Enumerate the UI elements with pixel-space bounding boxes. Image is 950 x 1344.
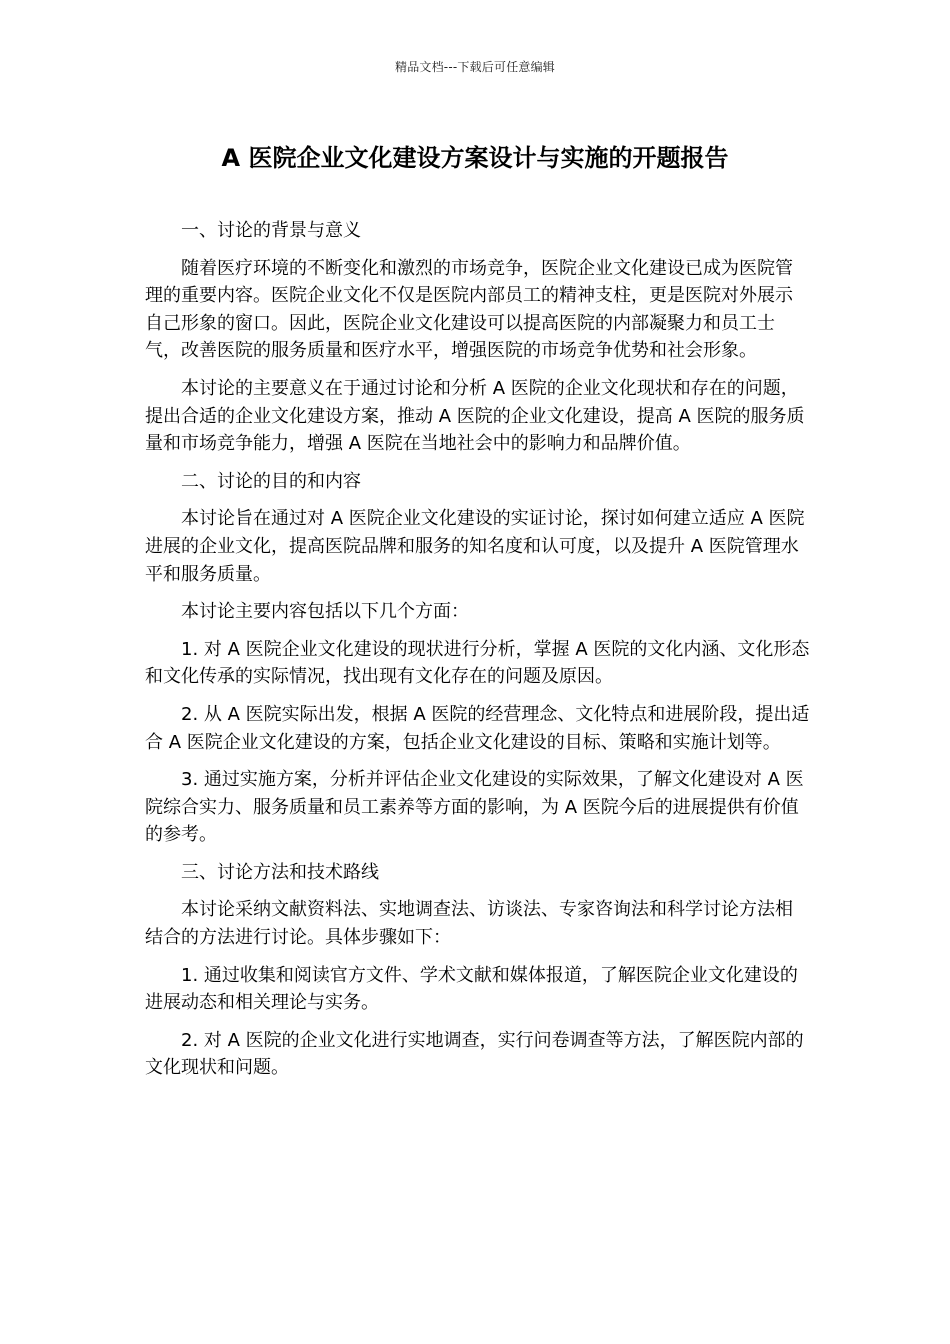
paragraph-methods: 本讨论采纳文献资料法、实地调查法、访谈法、专家咨询法和科学讨论方法相结合的方法进行讨论。具体步骤如下： — [145, 899, 793, 949]
paragraph-significance: 本讨论的主要意义在于通过讨论和分析 A 医院的企业文化现状和存在的问题，提出合适的企业文化建设方案，推动 A 医院的企业文化建设，提高 A 医院的服务质量和市场竞争能力，增强 A 医院在当地社会中的影响力和品牌价值。 — [145, 377, 805, 455]
section-heading-methods: 三、讨论方法和技术路线 — [181, 861, 379, 883]
paragraph-content-intro: 本讨论主要内容包括以下几个方面： — [181, 601, 469, 623]
list-item-method-1: 1. 通过收集和阅读官方文件、学术文献和媒体报道，了解医院企业文化建设的进展动态和相关理论与实务。 — [145, 964, 798, 1014]
list-item-content-2: 2. 从 A 医院实际出发，根据 A 医院的经营理念、文化特点和进展阶段，提出适合 A 医院企业文化建设的方案，包括企业文化建设的目标、策略和实施计划等。 — [145, 703, 810, 753]
section-heading-background: 一、讨论的背景与意义 — [181, 220, 361, 241]
document-title: A 医院企业文化建设方案设计与实施的开题报告 — [221, 144, 729, 172]
list-item-content-1: 1. 对 A 医院企业文化建设的现状进行分析，掌握 A 医院的文化内涵、文化形态和文化传承的实际情况，找出现有文化存在的问题及原因。 — [145, 638, 810, 688]
header-note: 精品文档---下载后可任意编辑 — [395, 60, 555, 74]
document-body — [145, 217, 810, 1092]
list-item-content-3: 3. 通过实施方案，分析并评估企业文化建设的实际效果，了解文化建设对 A 医院综合实力、服务质量和员工素养等方面的影响，为 A 医院今后的进展提供有价值的参考。 — [145, 769, 804, 846]
paragraph-background: 随着医疗环境的不断变化和激烈的市场竞争，医院企业文化建设已成为医院管理的重要内容。医院企业文化不仅是医院内部员工的精神支柱，更是医院对外展示自己形象的窗口。因此，医院企业文化建设可以提高医院的内部凝聚力和员工士气，改善医院的服务质量和医疗水平，增强医院的市场竞争优势和社会形象。 — [145, 257, 793, 362]
list-item-method-2: 2. 对 A 医院的企业文化进行实地调查，实行问卷调查等方法，了解医院内部的文化现状和问题。 — [145, 1029, 804, 1079]
section-heading-purpose: 二、讨论的目的和内容 — [181, 470, 361, 492]
paragraph-purpose: 本讨论旨在通过对 A 医院企业文化建设的实证讨论，探讨如何建立适应 A 医院进展的企业文化，提高医院品牌和服务的知名度和认可度，以及提升 A 医院管理水平和服务质量。 — [145, 508, 805, 585]
